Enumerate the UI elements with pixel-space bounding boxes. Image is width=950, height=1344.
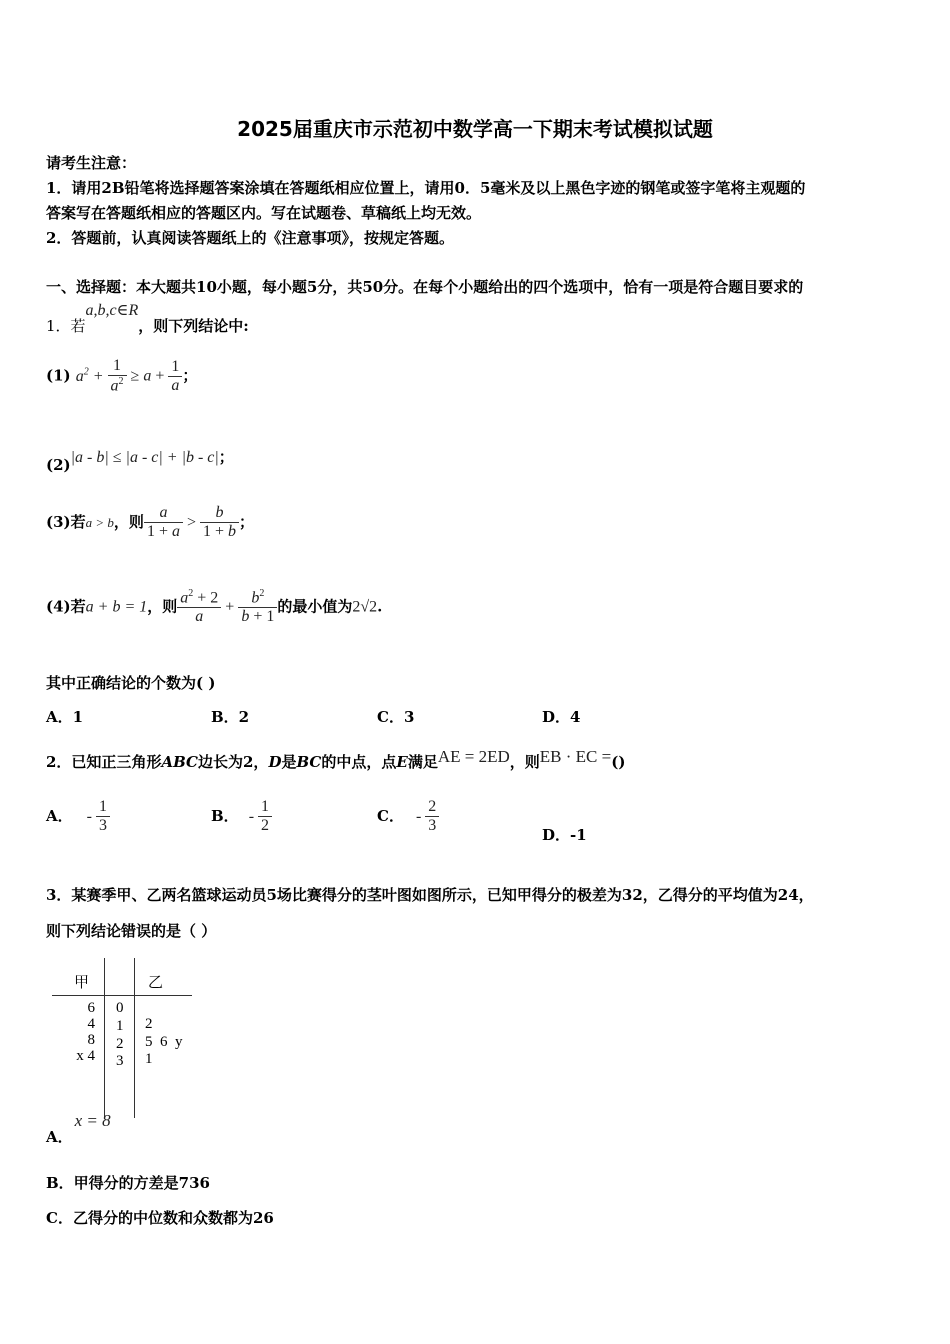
q2-option-b[interactable]: B． - $\frac{1}{2}$ [211, 798, 272, 835]
q2-stem [46, 746, 626, 771]
s4-value: 2√2 [352, 598, 378, 616]
q2-option-c-label: C． [377, 807, 404, 825]
left-leaf-1: 4 [87, 1016, 95, 1032]
q1-statement-4: (4)若a + b = 1，则 $\frac{a^2 + 2}{a}$ + $\frac{b^2}{b + 1}$ 的最小值为2√2. [46, 588, 383, 626]
q2-prefix: 2．已知正三角形 [46, 753, 162, 771]
q1-option-c[interactable]: C．3 [377, 708, 415, 726]
q2-option-a-frac: $\frac{1}{3}$ [96, 798, 110, 835]
s4-label: (4)若 [46, 597, 86, 616]
page-title: 2025届重庆市示范初中数学高一下期末考试模拟试题 [237, 117, 713, 141]
s3-label: (3)若 [46, 513, 86, 531]
s2-expr: |a - b| ≤ |a - c| + |b - c| [70, 449, 219, 466]
q1-cond: a,b,c∈R [85, 302, 139, 319]
right-leaf-1: 2 [145, 1016, 153, 1032]
q2-option-b-frac: $\frac{1}{2}$ [258, 798, 272, 835]
q3-line-1: 3．某赛季甲、乙两名篮球运动员5场比赛得分的茎叶图如图所示，已知甲得分的极差为32，乙得分的平均值为24， [46, 886, 814, 904]
right-leaf-2: 5 6 y [145, 1034, 183, 1050]
s1-frac-1: $\frac{1}{a^2}$ [108, 357, 127, 395]
s3-then: ，则 [113, 513, 144, 531]
q2-then: ，则 [509, 753, 540, 771]
q2-is: 是 [281, 753, 297, 771]
q1-statement-3: (3)若a > b，则 $\frac{a}{1 + a}$ > $\frac{b}{1 + b}$ ； [46, 504, 255, 540]
q2-abc: ABC [161, 753, 198, 771]
q2-option-b-label: B． [211, 807, 239, 825]
s3-frac-b: $\frac{b}{1 + b}$ [200, 504, 239, 541]
stem-2: 2 [116, 1036, 124, 1052]
stem-1: 1 [116, 1018, 124, 1034]
s4-tail: 的最小值为 [277, 597, 353, 616]
section-heading: 一、选择题：本大题共10小题，每小题5分，共50分。在每个小题给出的四个选项中，恰有一项是符合题目要求的 [46, 278, 804, 296]
s1-frac-2: $\frac{1}{a}$ [168, 358, 182, 395]
q1-option-a[interactable]: A．1 [46, 708, 84, 726]
q1-question: 其中正确结论的个数为( ) [46, 674, 216, 692]
q3-option-a-expr: x = 8 [74, 1111, 111, 1130]
q3-option-a[interactable] [46, 1110, 111, 1146]
q3-line-2: 则下列结论错误的是（ ） [46, 922, 217, 940]
notice-line-1b: 答案写在答题纸相应的答题区内。写在试题卷、草稿纸上均无效。 [46, 204, 482, 222]
left-leaf-0: 6 [87, 1000, 95, 1016]
q2-mid: 的中点，点 [321, 753, 397, 771]
q2-option-d[interactable]: D．-1 [542, 826, 587, 844]
q2-satisfy: 满足 [407, 753, 438, 771]
q2-expr: EB · EC = [539, 747, 612, 766]
q1-stem [46, 302, 249, 335]
stem-3: 3 [116, 1053, 124, 1069]
s1-label: (1) [46, 366, 71, 385]
right-leaf-3: 1 [145, 1051, 153, 1067]
left-leaf-3: x 4 [76, 1048, 95, 1064]
q2-bc: BC [296, 753, 322, 771]
q3-option-b[interactable]: B．甲得分的方差是736 [46, 1174, 210, 1192]
left-header: 甲 [74, 975, 90, 991]
q2-paren: () [611, 753, 626, 771]
notice-heading: 请考生注意： [46, 154, 137, 172]
q1-statement-1: (1) $a^2$ + $\frac{1}{a^2}$ ≥ a + $\frac{1}{a}$ ； [46, 357, 198, 395]
left-leaf-2: 8 [87, 1032, 95, 1048]
q2-side: 边长为2， [198, 753, 269, 771]
q1-option-b[interactable]: B．2 [211, 708, 250, 726]
right-header: 乙 [148, 975, 164, 991]
q2-d: D [268, 753, 282, 771]
q1-statement-2: (2)|a - b| ≤ |a - c| + |b - c|； [46, 448, 234, 474]
q2-option-a[interactable]: A． - $\frac{1}{3}$ [46, 798, 110, 835]
q2-e: E [396, 753, 408, 771]
q1-prefix: 1．若 [46, 317, 86, 335]
s3-frac-a: $\frac{a}{1 + a}$ [144, 504, 183, 541]
q2-cond: AE = 2ED [437, 747, 510, 766]
s3-cond: a > b [85, 515, 114, 530]
s4-frac-2: $\frac{b^2}{b + 1}$ [238, 588, 277, 626]
s4-cond: a + b = 1 [85, 598, 148, 616]
notice-line-2: 2．答题前，认真阅读答题纸上的《注意事项》，按规定答题。 [46, 229, 454, 247]
q1-suffix: ，则下列结论中: [138, 317, 249, 335]
q3-option-a-label: A． [46, 1128, 73, 1146]
s2-label: (2) [46, 456, 71, 474]
header-line [52, 995, 192, 996]
q1-option-d[interactable]: D．4 [542, 708, 581, 726]
notice-line-1: 1．请用2B铅笔将选择题答案涂填在答题纸相应位置上，请用0．5毫米及以上黑色字迹的钢笔或签字笔将主观题的 [46, 179, 806, 197]
s1-expr: $a^2$ + [75, 366, 108, 385]
stem-line-left [104, 958, 105, 1118]
q2-option-c-frac: $\frac{2}{3}$ [425, 798, 439, 835]
stem-line-right [134, 958, 135, 1118]
stem-0: 0 [116, 1000, 124, 1016]
stem-leaf-diagram [50, 958, 195, 1123]
q2-option-c[interactable]: C． - $\frac{2}{3}$ [377, 798, 439, 835]
q3-option-c[interactable]: C．乙得分的中位数和众数都为26 [46, 1209, 274, 1227]
q2-option-a-label: A． [46, 807, 73, 825]
s4-then: ，则 [147, 597, 178, 616]
s4-frac-1: $\frac{a^2 + 2}{a}$ [177, 588, 221, 626]
